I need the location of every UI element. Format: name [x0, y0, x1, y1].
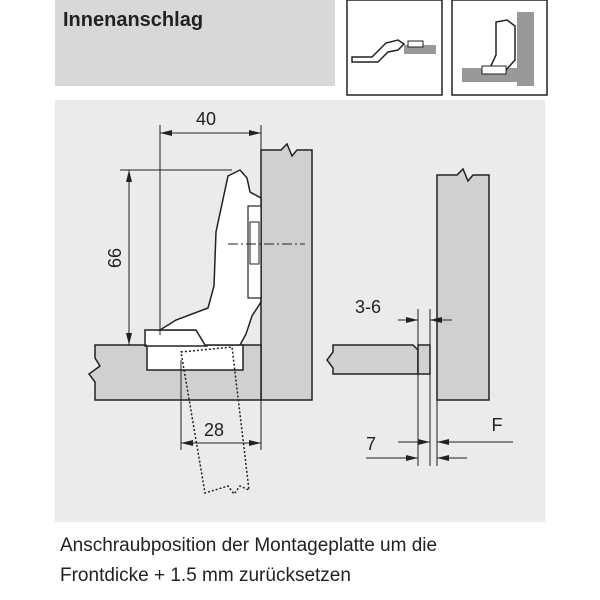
- thumbnail-hinge-open-icon: [347, 0, 442, 95]
- dimension-3-6-label: 3-6: [354, 297, 382, 317]
- cabinet-side-right: [437, 169, 489, 400]
- door-right-edge: [418, 345, 430, 374]
- cabinet-side-left: [261, 144, 312, 400]
- thumbnail-hinge-closed-icon: [452, 0, 547, 95]
- dimension-40-label: 40: [195, 109, 217, 129]
- dimension-66-label: 66: [105, 247, 125, 269]
- caption-line-2: Frontdicke + 1.5 mm zurücksetzen: [60, 565, 351, 586]
- caption-line-1: Anschraubposition der Montageplatte um die: [60, 535, 438, 556]
- dimension-f-label: F: [491, 415, 503, 435]
- dimension-28-label: 28: [203, 420, 225, 440]
- mounting-plate: [147, 345, 243, 370]
- header-title: Innenanschlag: [63, 9, 204, 31]
- dimension-7-label: 7: [365, 434, 377, 454]
- door-right: [327, 345, 418, 374]
